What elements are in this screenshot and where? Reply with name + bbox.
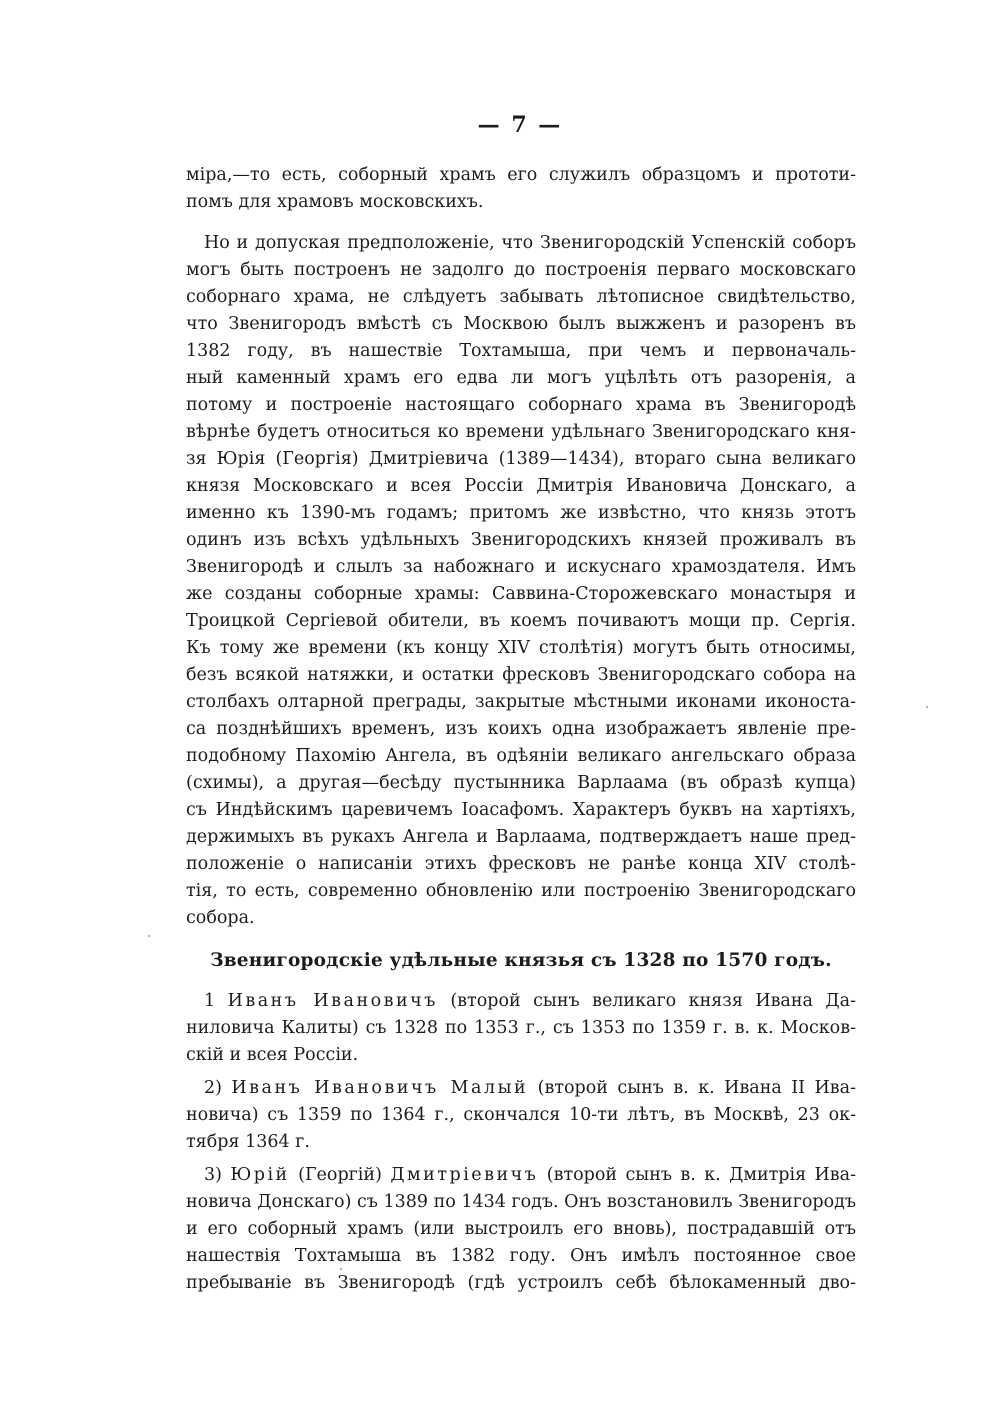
text-line: ный каменный храмъ его едва ли могъ уцѣлѣть отъ разоренія, а <box>186 368 856 388</box>
entry-number: 2) <box>204 1078 232 1098</box>
text-line: пребываніе въ Звенигородѣ (гдѣ устроилъ себѣ бѣлокаменный дво- <box>186 1273 856 1293</box>
text-line: что Звенигородъ вмѣстѣ съ Москвою былъ выжженъ и разоренъ въ <box>186 314 856 334</box>
text-line: и его соборный храмъ (или выстроилъ его вновь), пострадавшій отъ <box>186 1219 856 1239</box>
text-line: міра,—то есть, соборный храмъ его служилъ образцомъ и прототи- <box>186 165 856 185</box>
text-line: новича) съ 1359 по 1364 г., скончался 10-ти лѣтъ, въ Москвѣ, 23 ок- <box>186 1105 856 1125</box>
scan-speck <box>148 935 150 937</box>
text-line: князя Московскаго и всея Россіи Дмитрія Ивановича Донскаго, а <box>186 476 856 496</box>
text-line <box>186 1075 856 1102</box>
text-line: Но и допуская предположеніе, что Звенигородскій Успенскій соборъ <box>204 233 856 253</box>
entry-text: (второй сынъ великаго князя Ивана Да- <box>437 991 857 1011</box>
prince-name-alt: (Георгій) <box>289 1165 391 1185</box>
text-line: зя Юрія (Георгія) Дмитріевича (1389—1434), втораго сына великаго <box>186 449 856 469</box>
text-line: держимыхъ въ рукахъ Ангела и Варлаама, подтверждаетъ наше пред- <box>186 827 856 847</box>
text-line: подобному Пахомію Ангела, въ одѣяніи великаго ангельскаго образа <box>186 746 856 766</box>
text-line: именно къ 1390-мъ годамъ; притомъ же извѣстно, что князь этотъ <box>186 503 856 523</box>
prince-entry-2 <box>186 1075 856 1156</box>
text-line: са позднѣйшихъ временъ, изъ коихъ одна изображаетъ явленіе пре- <box>186 719 856 739</box>
paragraph-1 <box>186 162 856 216</box>
text-line: положеніе о написаніи этихъ фресковъ не ранѣе конца XIV столѣ- <box>186 854 856 874</box>
entry-number: 1 <box>204 991 228 1011</box>
text-line: соборнаго храма, не слѣдуетъ забывать лѣтописное свидѣтельство, <box>186 287 856 307</box>
text-line: столбахъ олтарной преграды, закрытые мѣстными иконами иконоста- <box>186 692 856 712</box>
entry-text: (второй сынъ в. к. Ивана II Ива- <box>528 1078 857 1098</box>
text-line: собора. <box>186 908 255 928</box>
text-line: же созданы соборные храмы: Саввина-Сторожевскаго монастыря и <box>186 584 856 604</box>
text-line: (схимы), а другая—бесѣду пустынника Варлаама (въ образѣ купца) <box>186 773 856 793</box>
text-line: одинъ изъ всѣхъ удѣльныхъ Звенигородскихъ князей проживалъ въ <box>186 530 856 550</box>
prince-patronymic: Дмитріевичъ <box>390 1165 539 1185</box>
text-line: потому и построеніе настоящаго соборнаго храма въ Звенигородѣ <box>186 395 856 415</box>
text-line: Звенигородѣ и слылъ за набожнаго и искуснаго храмоздателя. Имъ <box>186 557 856 577</box>
paragraph-2 <box>186 230 856 932</box>
prince-name: Иванъ Ивановичъ <box>227 991 438 1011</box>
entry-text: (второй сынъ в. к. Дмитрія Ива- <box>538 1165 856 1185</box>
prince-entry-3 <box>186 1162 856 1297</box>
prince-entry-1 <box>186 988 856 1069</box>
text-line: нашествія Тохтамыша въ 1382 году. Онъ имѣлъ постоянное свое <box>186 1246 856 1266</box>
text-line <box>186 988 856 1015</box>
text-line: ниловича Калиты) съ 1328 по 1353 г., съ 1353 по 1359 г. в. к. Москов- <box>186 1018 856 1038</box>
page-number: — 7 — <box>477 112 563 138</box>
scan-speck <box>340 1268 342 1270</box>
text-line: съ Индѣйскимъ царевичемъ Іоасафомъ. Характеръ буквъ на хартіяхъ, <box>186 800 856 820</box>
text-line <box>186 1162 856 1189</box>
text-line: скій и всея Россіи. <box>186 1045 359 1065</box>
text-line: новича Донскаго) съ 1389 по 1434 годъ. Онъ возстановилъ Звенигородъ <box>186 1192 857 1212</box>
entry-number: 3) <box>204 1165 231 1185</box>
text-line: Къ тому же времени (къ концу XIV столѣтія) могутъ быть относимы, <box>186 638 856 658</box>
text-line: вѣрнѣе будетъ относиться ко времени удѣльнаго Звенигородскаго кня- <box>186 422 856 442</box>
text-line: безъ всякой натяжки, и остатки фресковъ Звенигородскаго собора на <box>186 665 856 685</box>
prince-name: Юрій <box>230 1165 290 1185</box>
text-line: Троицкой Сергіевой обители, въ коемъ почиваютъ мощи пр. Сергія. <box>186 611 856 631</box>
scan-speck <box>926 706 928 708</box>
text-line: могъ быть построенъ не задолго до построенія перваго московскаго <box>186 260 856 280</box>
prince-name: Иванъ Ивановичъ Малый <box>231 1078 529 1098</box>
text-line: тября 1364 г. <box>186 1132 310 1152</box>
text-line: 1382 году, въ нашествіе Тохтамыша, при чемъ и первоначаль- <box>186 341 856 361</box>
text-line: тія, то есть, современно обновленію или построенію Звенигородскаго <box>186 881 856 901</box>
section-heading: Звенигородскіе удѣльные князья съ 1328 по 1570 годъ. <box>210 950 832 971</box>
body-text <box>186 162 856 1297</box>
text-line: помъ для храмовъ московскихъ. <box>186 192 484 212</box>
